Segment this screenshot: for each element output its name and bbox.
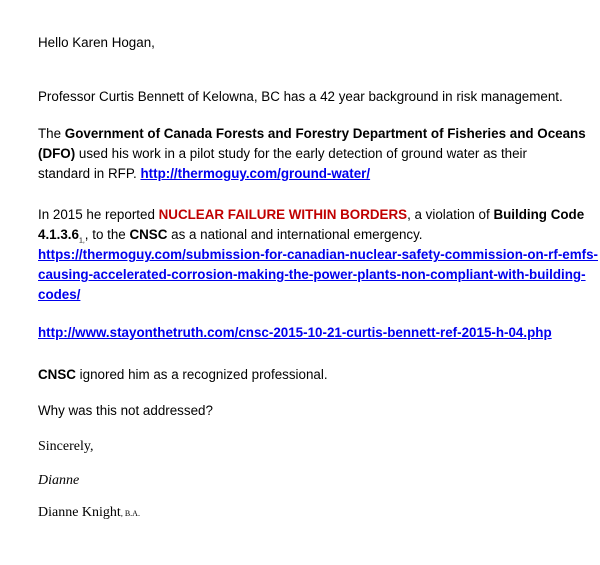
building-code-number: 4.1.3.6 [38,227,79,242]
closing: Sincerely, [38,439,94,454]
question: Why was this not addressed? [38,403,213,418]
building-code-label: Building Code [493,207,585,222]
cnsc-paragraph: CNSC ignored him as a recognized professional. [38,367,328,382]
report-paragraph-line1: In 2015 he reported NUCLEAR FAILURE WITHIN BORDERS, a violation of Building Code [38,207,585,222]
stayonthetruth-link[interactable]: http://www.stayonthetruth.com/cnsc-2015-10-21-curtis-bennett-ref-2015-h-04.php [38,325,552,340]
credential: , B.A. [120,509,140,518]
stayonthetruth-line [38,323,552,343]
cnsc-agency: CNSC [38,367,76,382]
submission-link-line1 [38,245,598,265]
submission-link-end[interactable]: codes/ [38,287,81,302]
ground-water-link[interactable]: http://thermoguy.com/ground-water/ [140,166,371,181]
dfo-paragraph-line2: (DFO) used his work in a pilot study for the early detection of ground water as their [38,146,527,161]
cnsc-label: CNSC [129,227,168,242]
dfo-paragraph-line1: The Government of Canada Forests and Forestry Department of Fisheries and Oceans [38,126,586,141]
report-paragraph-line2: $4.1.3.6_{1,}$, to the CNSC as a national and international emergency. [38,227,423,245]
submission-link[interactable]: https://thermoguy.com/submission-for-canadian-nuclear-safety-commission-on-rf-emfs- [38,247,598,262]
org-name: Government of Canada Forests and Forestry Department of Fisheries and Oceans [64,126,586,141]
org-abbr: (DFO) [38,146,76,161]
greeting: Hello Karen Hogan, [38,35,155,50]
submission-link-cont[interactable]: causing-accelerated-corrosion-making-the-power-plants-non-compliant-with-building- [38,267,586,282]
dfo-paragraph-line3: standard in RFP. http://thermoguy.com/ground-water/ [38,166,371,181]
sender-name: Dianne Knight, B.A. [38,505,140,520]
signature: Dianne [38,473,80,488]
submission-link-line2 [38,265,586,285]
submission-link-line3 [38,285,80,305]
intro-paragraph: Professor Curtis Bennett of Kelowna, BC has a 42 year background in risk management. [38,89,563,104]
nuclear-failure-alert: NUCLEAR FAILURE WITHIN BORDERS [158,207,408,222]
